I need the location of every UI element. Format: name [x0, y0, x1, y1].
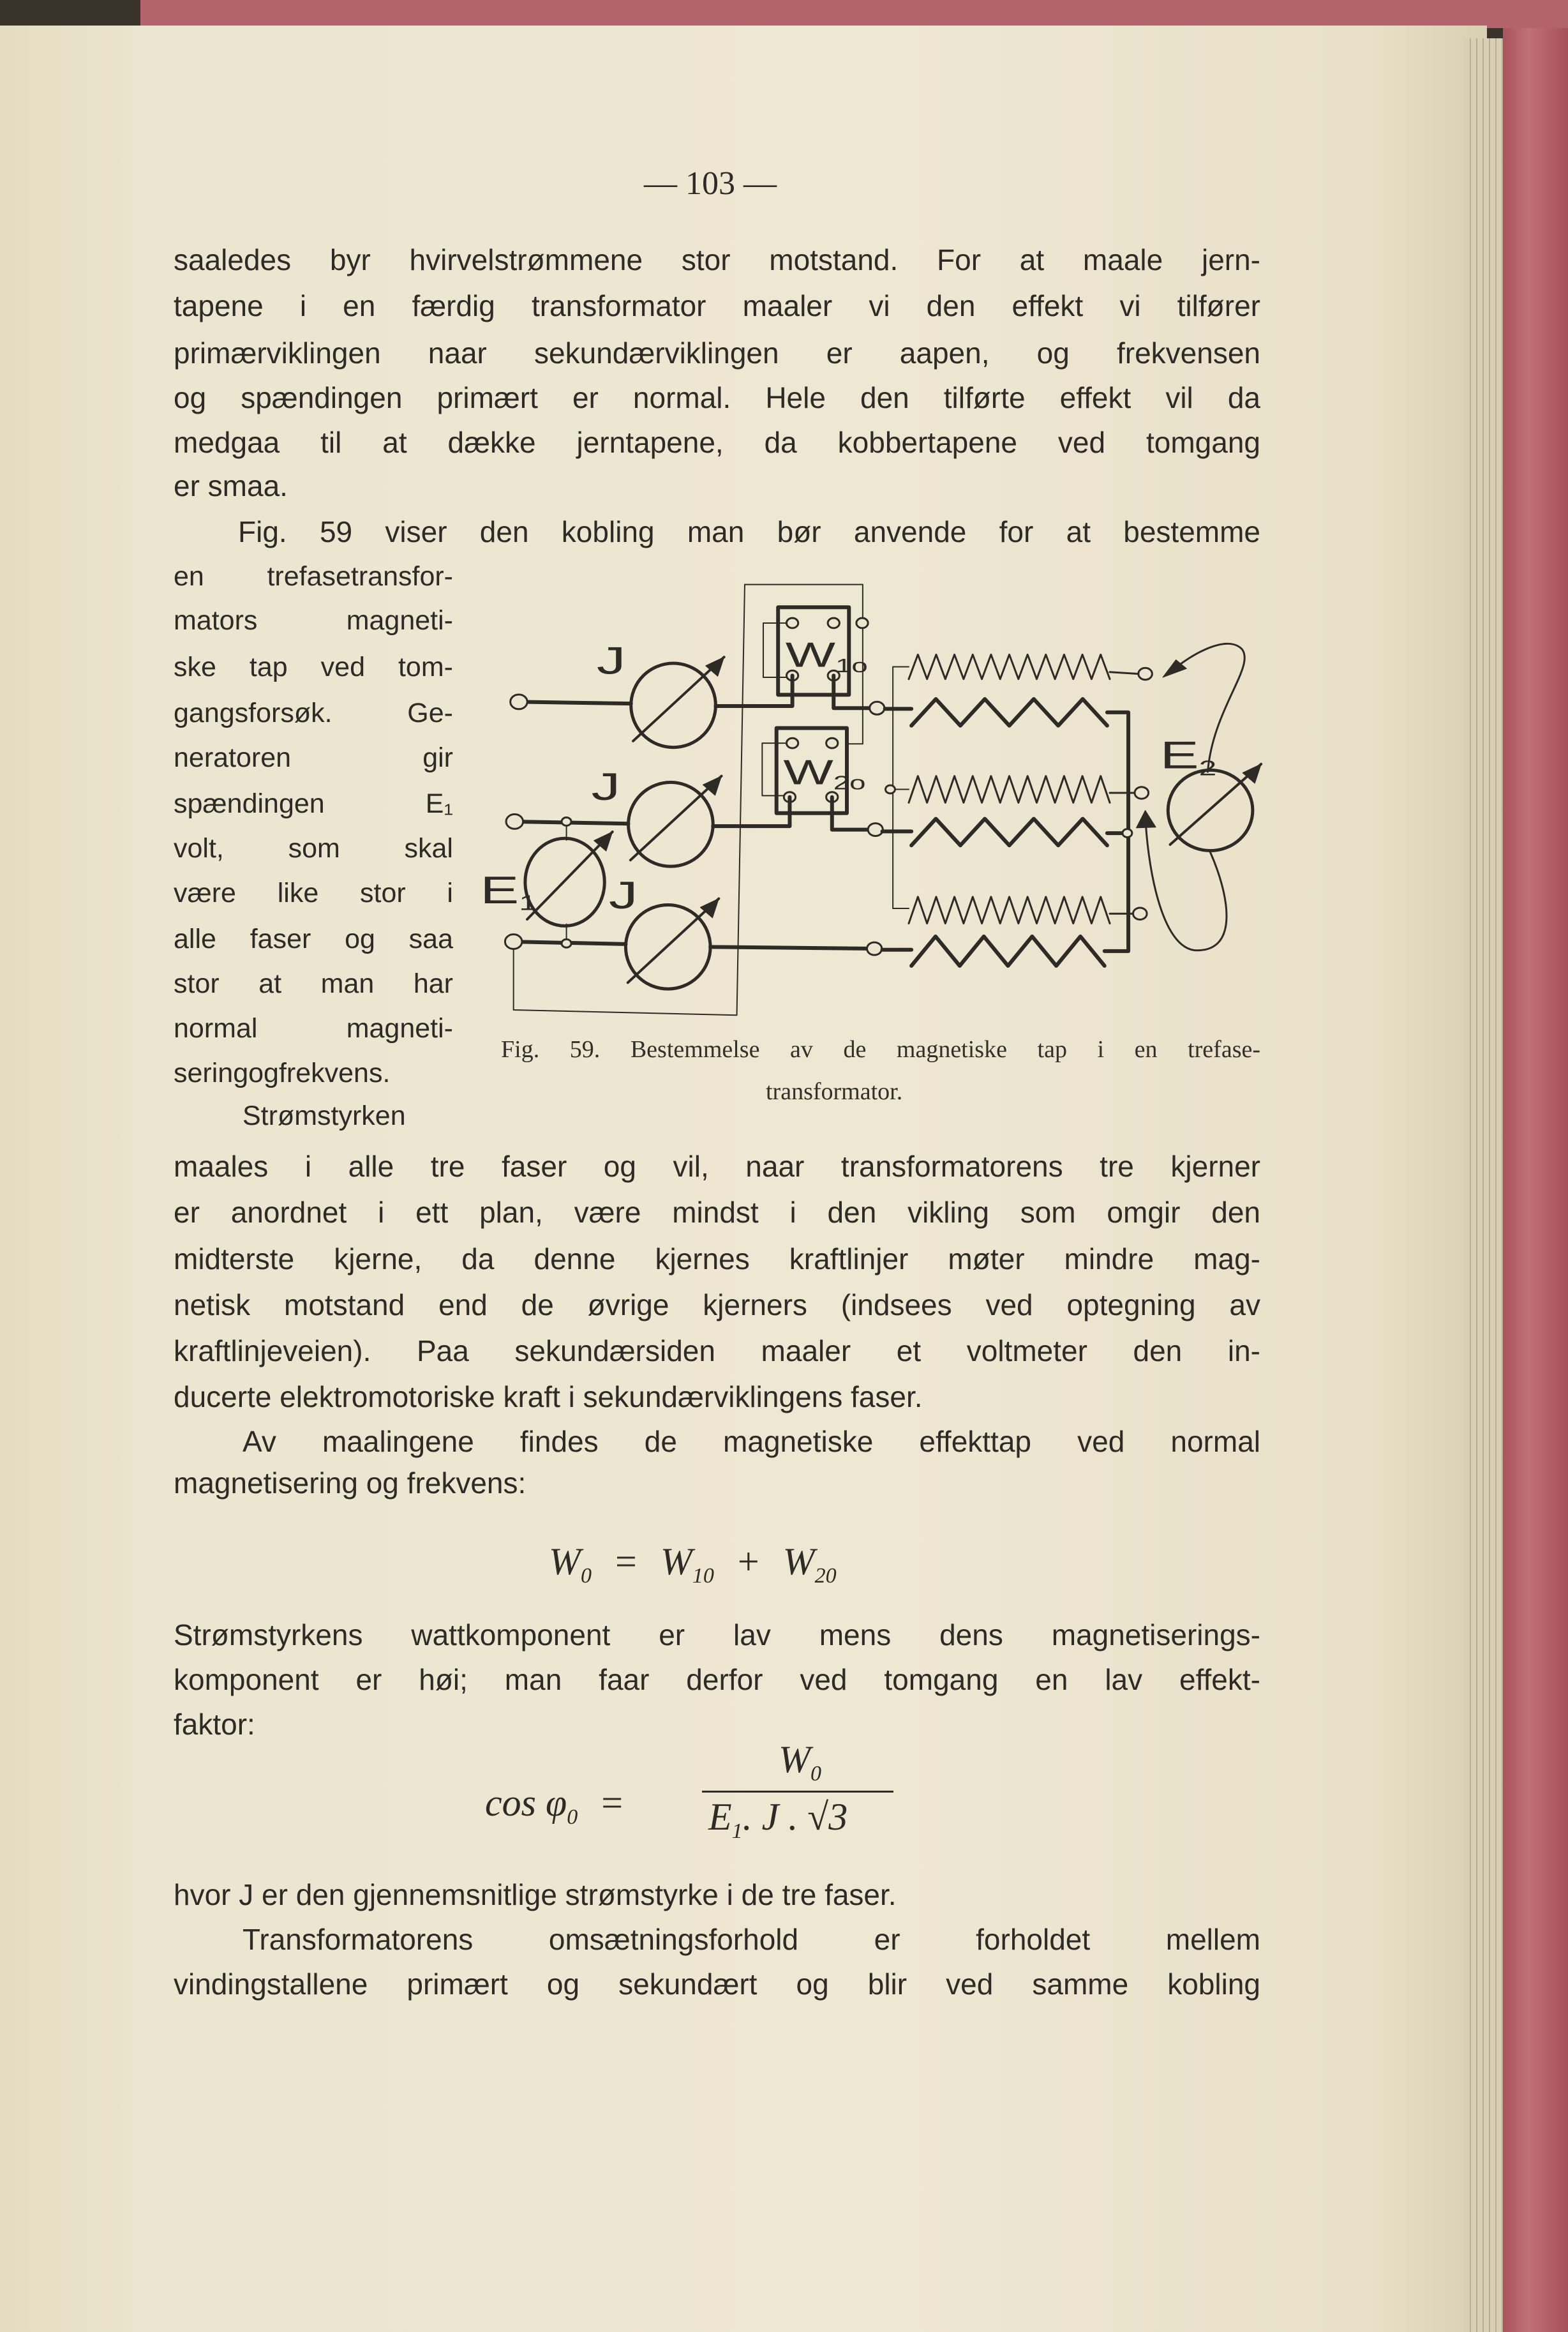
secondary-coil: [909, 897, 1110, 924]
wire: [519, 702, 631, 703]
text-line: Av maalingene findes de magnetiske effekttap ved normal: [243, 1425, 1260, 1458]
text-line: gangsforsøk. Ge-: [174, 698, 453, 728]
label-wattmeter-1: W1o: [785, 635, 868, 677]
formula-numerator: [779, 1738, 821, 1786]
text-line: medgaa til at dække jerntapene, da kobbertapene ved tomgang: [174, 426, 1260, 459]
formula-plus: +: [737, 1540, 759, 1583]
terminal: [511, 695, 528, 709]
text-line: spændingen E₁: [174, 788, 453, 819]
text-line: normal magneti-: [174, 1013, 453, 1044]
terminal: [562, 818, 571, 826]
formula-subscript: 20: [814, 1564, 837, 1588]
primary-coil: [911, 699, 1107, 726]
terminal: [786, 738, 798, 748]
text-line: hvor J er den gjennemsnitlige strømstyrke i de tre faser.: [174, 1878, 897, 1911]
terminal: [786, 618, 798, 628]
text-line: volt, som skal: [174, 833, 453, 864]
fraction-bar: [702, 1791, 893, 1793]
wire: [710, 947, 874, 949]
text-line: netisk motstand end de øvrige kjerners (indsees ved optegning av: [174, 1288, 1260, 1321]
page-edges: [1465, 38, 1503, 2332]
terminal: [1135, 787, 1149, 799]
formula-symbol: E: [708, 1796, 732, 1838]
primary-coil: [911, 819, 1107, 846]
terminal: [870, 702, 885, 714]
label-e1: E1: [480, 868, 537, 915]
text-line: faktor:: [174, 1708, 255, 1741]
arrow-icon: [703, 776, 721, 795]
text-line: kraftlinjeveien). Paa sekundærsiden maaler et voltmeter den in-: [174, 1334, 1260, 1367]
book-cover-top-edge: [140, 0, 1568, 28]
terminal: [828, 618, 839, 628]
label-ammeter-3: J: [608, 874, 638, 917]
formula-symbol: W: [549, 1540, 581, 1583]
text-line: ske tap ved tom-: [174, 652, 453, 682]
formula-symbol: cos φ: [485, 1782, 567, 1824]
label-e2: E2: [1160, 733, 1217, 780]
formula-subscript: 0: [810, 1762, 821, 1786]
text-line: komponent er høi; man faar derfor ved tomgang en lav effekt-: [174, 1663, 1260, 1696]
arrow-icon: [700, 899, 719, 918]
circuit-diagram: [472, 562, 1302, 1111]
terminal: [505, 935, 522, 949]
text-line: maales i alle tre faser og vil, naar transformatorens tre kjerner: [174, 1150, 1260, 1183]
text-line: neratoren gir: [174, 742, 453, 773]
text-line: og spændingen primært er normal. Hele den tilførte effekt vil da: [174, 381, 1260, 414]
terminal: [826, 738, 838, 748]
page-number: — 103 —: [644, 165, 777, 202]
text-line: er anordnet i ett plan, være mindst i den vikling som omgir den: [174, 1196, 1260, 1229]
text-line: magnetisering og frekvens:: [174, 1466, 526, 1500]
text-line: Fig. 59 viser den kobling man bør anvende for at bestemme: [238, 515, 1260, 548]
text-line: primærviklingen naar sekundærviklingen er aapen, og frekvensen: [174, 336, 1260, 370]
wire: [715, 675, 792, 706]
formula-subscript: 0: [567, 1805, 578, 1829]
formula-equals: =: [615, 1540, 637, 1583]
voltmeter-lead: [1146, 814, 1227, 951]
terminal: [1133, 908, 1147, 920]
formula-subscript: 1: [731, 1819, 743, 1843]
text-line: Strømstyrken: [243, 1101, 406, 1131]
terminal: [886, 785, 895, 794]
text-line: midterste kjerne, da denne kjernes kraftlinjer møter mindre mag-: [174, 1242, 1260, 1275]
arrow-icon: [1243, 764, 1261, 783]
text-line: mators magneti-: [174, 605, 453, 636]
formula-symbol: W: [660, 1540, 692, 1583]
wire: [1110, 672, 1138, 674]
terminal: [856, 618, 868, 628]
terminal: [1139, 668, 1153, 680]
figure-caption-continued: transformator.: [766, 1078, 903, 1105]
figure-caption: Fig. 59. Bestemmelse av de magnetiske tap i en trefase-: [501, 1036, 1260, 1063]
text-line: saaledes byr hvirvelstrømmene stor motstand. For at maale jern-: [174, 243, 1260, 276]
text-line: vindingstallene primært og sekundært og blir ved samme kobling: [174, 1967, 1260, 2001]
label-ammeter-2: J: [591, 765, 621, 809]
formula-equals: =: [601, 1782, 623, 1824]
text-line: stor at man har: [174, 968, 453, 999]
text-line: alle faser og saa: [174, 924, 453, 954]
terminal: [867, 942, 881, 955]
formula-symbol: . J . √3: [742, 1796, 848, 1838]
arrow-icon: [1136, 810, 1156, 827]
formula-denominator: [708, 1795, 847, 1844]
text-line: er smaa.: [174, 469, 288, 502]
terminal: [868, 824, 883, 836]
text-line: være like stor i: [174, 878, 453, 908]
label-wattmeter-2: W2o: [783, 752, 866, 794]
book-cover-side-edge: [1503, 28, 1568, 2332]
secondary-coil: [909, 776, 1110, 803]
text-line: Strømstyrkens wattkomponent er lav mens dens magnetiserings-: [174, 1618, 1260, 1651]
formula-subscript: 0: [580, 1564, 592, 1588]
terminal: [1123, 829, 1132, 838]
text-line: tapene i en færdig transformator maaler vi den effekt vi tilfører: [174, 289, 1260, 322]
terminal: [506, 815, 523, 829]
terminal: [562, 939, 571, 947]
formula-subscript: 10: [692, 1564, 714, 1588]
text-line: seringogfrekvens.: [174, 1058, 391, 1088]
wire: [833, 675, 877, 708]
text-line: ducerte elektromotoriske kraft i sekundærviklingens faser.: [174, 1380, 923, 1413]
formula-symbol: W: [779, 1738, 810, 1780]
formula-total-loss: [549, 1540, 837, 1588]
primary-coil: [911, 937, 1105, 966]
formula-lhs: [485, 1781, 623, 1830]
text-line: en trefasetransfor-: [174, 561, 453, 592]
label-ammeter-1: J: [596, 639, 626, 682]
text-line: Transformatorens omsætningsforhold er forholdet mellem: [243, 1923, 1260, 1956]
formula-symbol: W: [782, 1540, 815, 1583]
secondary-coil: [909, 654, 1110, 679]
arrow-icon: [706, 657, 724, 676]
